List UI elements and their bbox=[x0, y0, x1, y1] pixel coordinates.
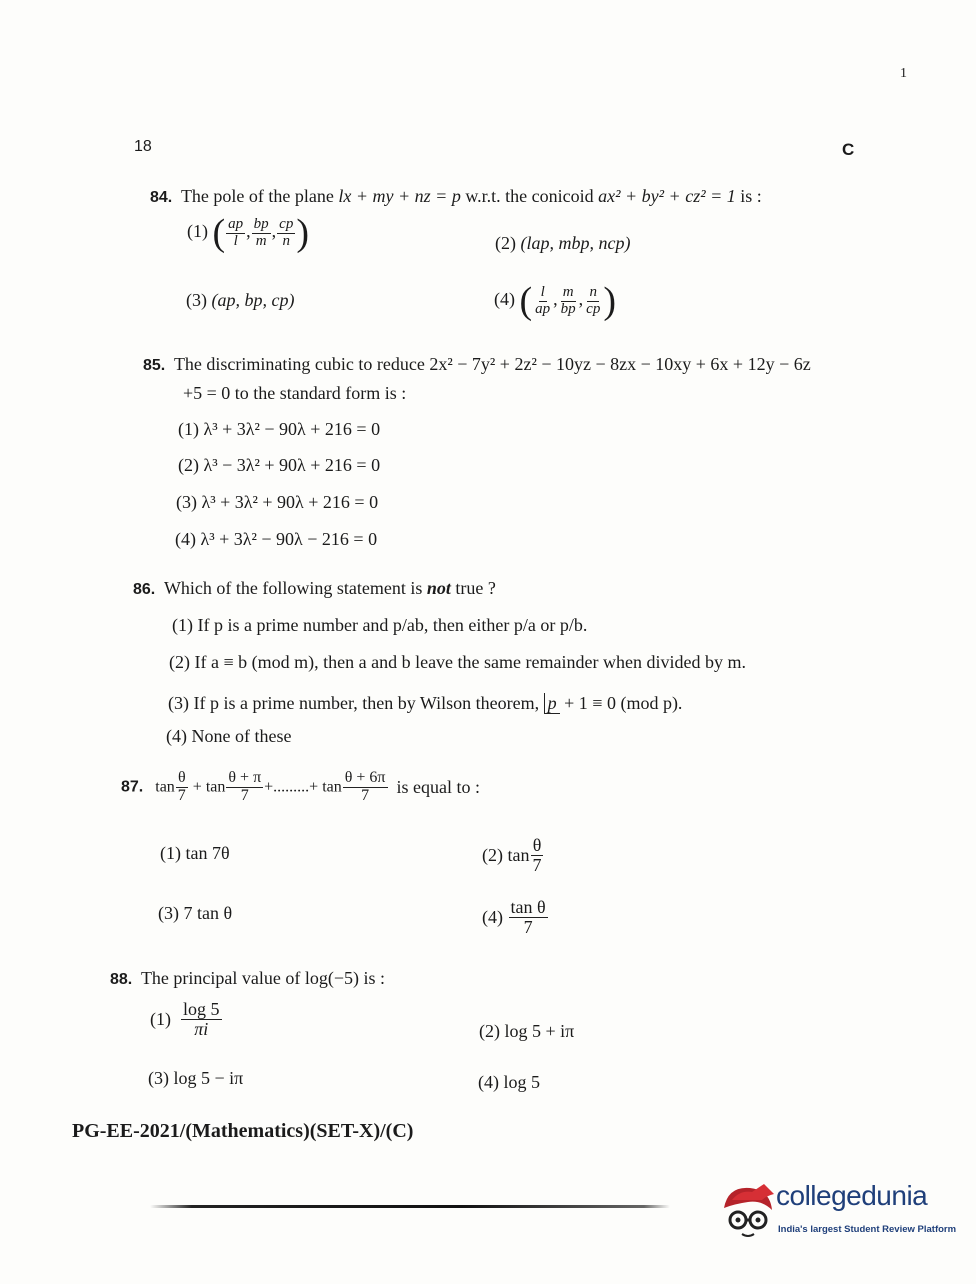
fraction: $\frac{m}{bp}$ bbox=[560, 283, 576, 317]
question-stem: The discriminating cubic to reduce bbox=[173, 354, 430, 374]
fraction: $\frac{\theta + 6\pi}{7}$ bbox=[344, 769, 386, 804]
q84-option-3: (3) (ap, bp, cp) bbox=[186, 290, 295, 310]
fraction: $\frac{\theta + \pi}{7}$ bbox=[228, 769, 262, 804]
conicoid-equation: ax² + by² + cz² = 1 bbox=[598, 186, 736, 206]
question-85 bbox=[143, 354, 811, 375]
q85-option-2: (2) λ³ − 3λ² + 90λ + 216 = 0 bbox=[178, 455, 381, 475]
page-number: 18 bbox=[134, 138, 152, 155]
question-87: 87. tan $\frac{\theta}{7}$ + tan $\frac{\theta + \pi}{7}$ +.........+ tan $\frac{\theta + 6\pi}{7}$ is equal to : bbox=[121, 769, 480, 804]
option-label: (4) bbox=[494, 289, 515, 310]
q84-option-2: (2) (lap, mbp, ncp) bbox=[495, 233, 631, 253]
fraction: $\frac{\log 5}{\pi i}$ bbox=[183, 999, 220, 1039]
q87-option-2: (2) tan $\frac{\theta}{7}$ bbox=[482, 835, 542, 875]
mascot-icon bbox=[718, 1180, 778, 1240]
question-number: 88. bbox=[110, 971, 133, 988]
question-85-line2: +5 = 0 to the standard form is : bbox=[183, 383, 407, 403]
question-88 bbox=[110, 968, 385, 989]
option-label: (1) bbox=[187, 221, 208, 242]
factorial-p: p bbox=[544, 693, 560, 714]
q85-option-3: (3) λ³ + 3λ² + 90λ + 216 = 0 bbox=[176, 492, 379, 512]
left-paren: ( bbox=[212, 212, 226, 254]
corner-mark: 1 bbox=[900, 66, 907, 81]
q87-option-4: (4) $\frac{\text{tan θ}}{7}$ bbox=[482, 897, 546, 937]
emphasis-not: not bbox=[426, 578, 451, 598]
question-stem: The pole of the plane bbox=[180, 186, 339, 206]
q84-option-4: (4) ( $\frac{l}{ap}$ , $\frac{m}{bp}$ , $\frac{n}{cp}$ ) bbox=[494, 280, 616, 322]
q87-option-1: (1) tan 7θ bbox=[160, 843, 230, 863]
q86-option-4: (4) None of these bbox=[166, 726, 292, 746]
q88-option-1: (1) $\frac{\log 5}{\pi i}$ bbox=[150, 999, 220, 1039]
q86-option-2: (2) If a ≡ b (mod m), then a and b leave the same remainder when divided by m. bbox=[169, 652, 746, 672]
q87-option-3: (3) 7 tan θ bbox=[158, 903, 233, 923]
q86-option-3: (3) If p is a prime number, then by Wilson theorem, p + 1 ≡ 0 (mod p). bbox=[168, 693, 683, 713]
question-stem-suffix: true ? bbox=[450, 578, 496, 598]
question-84 bbox=[150, 186, 762, 207]
question-number: 86. bbox=[133, 581, 156, 598]
question-number: 85. bbox=[143, 357, 166, 374]
right-paren: ) bbox=[296, 212, 309, 254]
q88-option-3: (3) log 5 − iπ bbox=[148, 1068, 244, 1088]
question-stem-mid: w.r.t. the conicoid bbox=[460, 186, 599, 206]
footer-rule bbox=[150, 1205, 670, 1208]
q88-option-4: (4) log 5 bbox=[478, 1072, 540, 1092]
fraction: $\frac{\text{tan θ}}{7}$ bbox=[510, 897, 546, 937]
q88-option-2: (2) log 5 + iπ bbox=[479, 1021, 575, 1041]
fraction: $\frac{ap}{l}$ bbox=[228, 215, 244, 249]
fraction: $\frac{bp}{m}$ bbox=[253, 215, 269, 249]
collegedunia-logo bbox=[718, 1180, 958, 1242]
question-stem: Which of the following statement is bbox=[163, 578, 427, 598]
fraction: $\frac{\theta}{7}$ bbox=[177, 769, 186, 804]
q84-option-1: (1) ( $\frac{ap}{l}$ , $\frac{bp}{m}$ , $\frac{cp}{n}$ ) bbox=[187, 212, 309, 254]
quadratic-expression: 2x² − 7y² + 2z² − 10yz − 8zx − 10xy + 6x + 12y − 6z bbox=[429, 354, 811, 374]
q85-option-4: (4) λ³ + 3λ² − 90λ − 216 = 0 bbox=[175, 529, 378, 549]
fraction: $\frac{\theta}{7}$ bbox=[532, 835, 542, 875]
fraction: $\frac{l}{ap}$ bbox=[535, 283, 551, 317]
brand-name: collegedunia bbox=[776, 1180, 928, 1211]
paper-code: PG-EE-2021/(Mathematics)(SET-X)/(C) bbox=[72, 1120, 414, 1142]
fraction: $\frac{cp}{n}$ bbox=[279, 215, 294, 249]
set-code: C bbox=[842, 140, 855, 159]
fraction: $\frac{n}{cp}$ bbox=[586, 283, 601, 317]
question-86 bbox=[133, 578, 496, 599]
question-number: 87. bbox=[121, 778, 144, 796]
q86-option-1: (1) If p is a prime number and p/ab, then either p/a or p/b. bbox=[172, 615, 588, 635]
question-stem: The principal value of log(−5) is : bbox=[140, 968, 386, 988]
brand-tagline: India's largest Student Review Platform bbox=[778, 1224, 957, 1235]
question-number: 84. bbox=[150, 189, 173, 206]
plane-equation: lx + my + nz = p bbox=[338, 186, 461, 206]
question-stem-suffix: is : bbox=[735, 186, 762, 206]
q85-option-1: (1) λ³ + 3λ² − 90λ + 216 = 0 bbox=[178, 419, 381, 439]
